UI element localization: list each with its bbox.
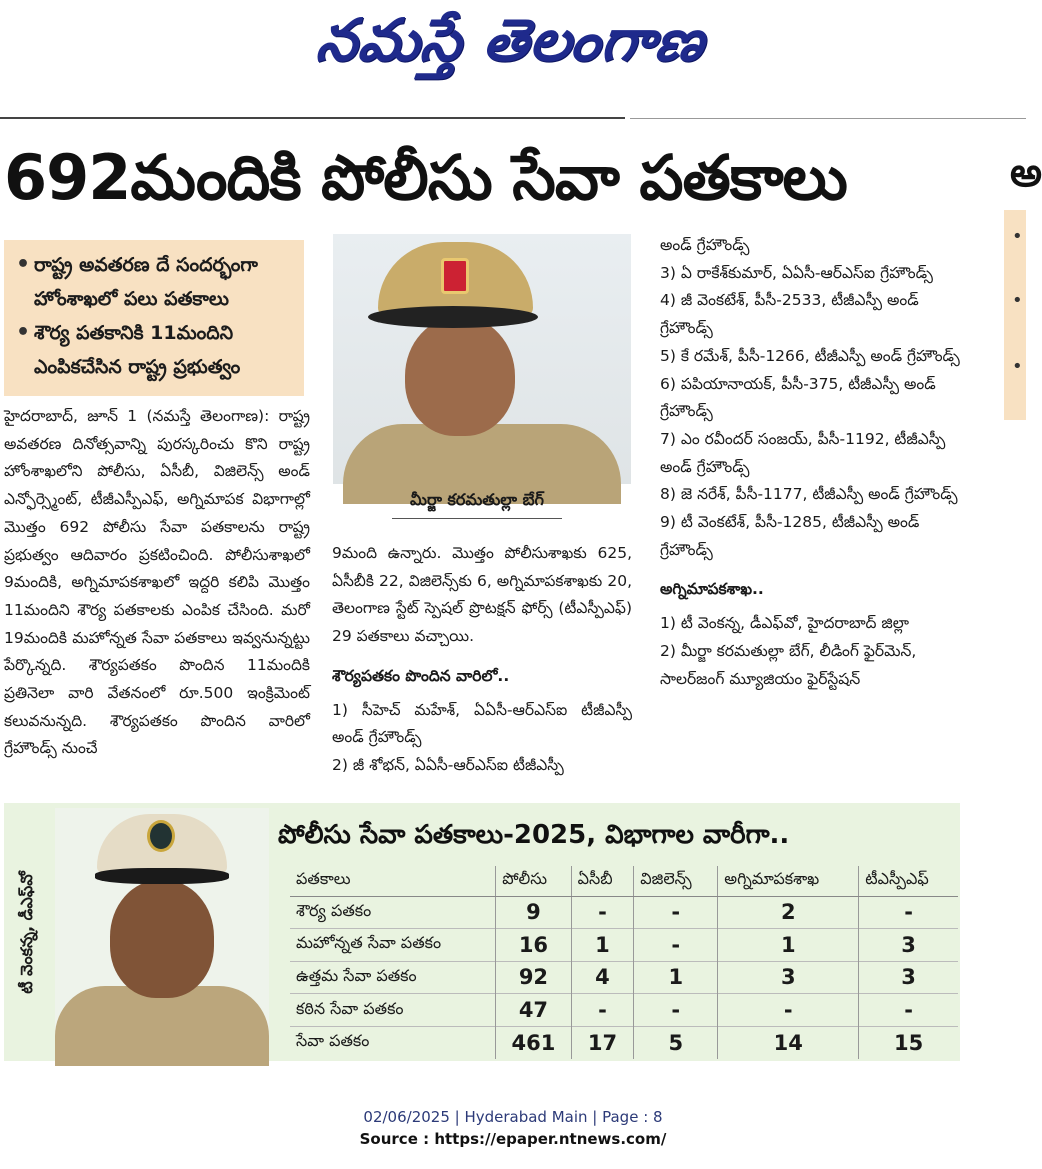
table-cell: -	[634, 896, 718, 929]
table-row	[290, 994, 958, 1027]
source-link[interactable]: Source : https://epaper.ntnews.com/	[359, 1130, 667, 1148]
table-cell: 5	[634, 1026, 718, 1059]
recipient-item: 6) పపియానాయక్, పీసీ-375, టీజీఎస్పీ అండ్ గ్రేహౌండ్స్	[660, 374, 936, 421]
column-header: విజిలెన్స్	[634, 866, 718, 896]
table-cell: 17	[571, 1026, 634, 1059]
medals-table	[290, 866, 958, 1059]
medal-name: సేవా పతకం	[290, 1026, 496, 1059]
highlight-item: • శౌర్య పతకానికి 11మందిని ఎంపికచేసిన రాష్ట్ర ప్రభుత్వం	[16, 316, 296, 384]
table-cell: -	[634, 929, 718, 962]
table-cell: 1	[718, 929, 859, 962]
article-headline: 692మందికి పోలీసు సేవా పతకాలు	[4, 141, 847, 214]
table-row	[290, 896, 958, 929]
table-header-row	[290, 866, 958, 896]
table-cell: 15	[859, 1026, 958, 1059]
highlights-box	[4, 240, 304, 396]
recipient-item: 2) జీ శోభన్, ఏఏసీ-ఆర్ఎస్ఐ టీజీఎస్పీ	[332, 755, 564, 774]
table-cell: 92	[496, 961, 571, 994]
table-cell: -	[718, 994, 859, 1027]
table-row	[290, 961, 958, 994]
edition-info: 02/06/2025 | Hyderabad Main | Page : 8	[363, 1108, 663, 1126]
bullet-icon: •	[1012, 356, 1023, 377]
officer-photo	[333, 234, 631, 484]
newspaper-logo: నమస్తే తెలంగాణ	[313, 6, 709, 74]
table-cell: 461	[496, 1026, 571, 1059]
recipient-item: అండ్ గ్రేహౌండ్స్	[660, 236, 750, 254]
table-cell: 14	[718, 1026, 859, 1059]
recipient-item: 1) టీ వెంకన్న, డీఎఫ్‌వో, హైదరాబాద్ జిల్లా	[660, 614, 909, 633]
article-column-1: హైదరాబాద్, జూన్ 1 (నమస్తే తెలంగాణ): రాష్ట్ర అవతరణ దినోత్సవాన్ని పురస్కరించు కొని రాష్ట్ర హోంశాఖలోని పోలీసు, ఏసీబీ, విజిలెన్స్ అండ్ ఎన్ఫోర్స్మెంట్, టీజీఎస్పీఎఫ్, అగ్నిమాపక విభాగాల్లో మొత్తం 692 పోలీసు సేవా పతకాలను రాష్ట్ర ప్రభుత్వం ఆదివారం ప్రకటించింది. పోలీసుశాఖలో 9మందికి, అగ్నిమాపకశాఖలో ఇద్దరి కలిపి మొత్తం 11మందిని శౌర్య పతకాలకు ఎంపిక చేసింది. మరో 19మందికి మహోన్నత సేవా పతకాలు ఇవ్వనున్నట్టు పేర్కొన్నది. శౌర్యపతకం పొందిన 11మందికి ప్రతినెలా వారి వేతనంలో రూ.500 ఇంక్రిమెంట్ కలువనున్నది. శౌర్యపతకం పొందిన వారిలో గ్రేహౌండ్స్ నుంచే	[4, 407, 310, 758]
recipient-item: 2) మీర్జా కరమతుల్లా బేగ్, లీడింగ్ ఫైర్‌మెన్, సాలర్‌జంగ్ మ్యూజియం ఫైర్‌స్టేషన్	[660, 641, 917, 688]
table-cell: -	[571, 994, 634, 1027]
table-cell: 9	[496, 896, 571, 929]
column-header: టీఎస్పీఎఫ్	[859, 866, 958, 896]
bullet-icon: •	[1012, 226, 1023, 247]
recipient-item: 5) కే రమేశ్, పీసీ-1266, టీజీఎస్పీ అండ్ గ్రేహౌండ్స్	[660, 346, 960, 365]
recipient-item: 8) జె నరేశ్, పీసీ-1177, టీజీఎస్పీ అండ్ గ్రేహౌండ్స్	[660, 485, 958, 504]
article-column-3	[660, 232, 960, 693]
table-cell: 3	[859, 929, 958, 962]
table-cell: 3	[859, 961, 958, 994]
masthead	[0, 0, 1026, 110]
masthead-divider-right	[630, 118, 1026, 119]
table-cell: 1	[571, 929, 634, 962]
photo-caption-vertical: టీ వెంకన్న, డీఎఫ్‌వో	[16, 870, 36, 994]
medal-name: శౌర్య పతకం	[290, 896, 496, 929]
photo-caption: మీర్జా కరమతుల్లా బేగ్	[392, 490, 562, 519]
medal-name: ఉత్తమ సేవా పతకం	[290, 961, 496, 994]
column-header: ఏసీబీ	[571, 866, 634, 896]
masthead-divider	[0, 117, 625, 119]
gallantry-subhead: శౌర్యపతకం పొందిన వారిలో..	[332, 666, 510, 685]
recipient-item: 1) సీహెచ్ మహేశ్, ఏఏసీ-ఆర్ఎస్ఐ టీజీఎస్పీ అండ్ గ్రేహౌండ్స్	[332, 700, 632, 747]
column-header: అగ్నిమాపకశాఖ	[718, 866, 859, 896]
table-row	[290, 929, 958, 962]
adjacent-article-headline-fragment: అ	[1010, 150, 1042, 196]
recipient-item: 4) జీ వెంకటేశ్, పీసీ-2533, టీజీఎస్పీ అండ్ గ్రేహౌండ్స్	[660, 291, 919, 338]
table-cell: 4	[571, 961, 634, 994]
recipient-item: 7) ఎం రవీందర్ సంజయ్, పీసీ-1192, టీజీఎస్పీ అండ్ గ్రేహౌండ్స్	[660, 429, 946, 476]
fire-officer-photo	[55, 808, 269, 1056]
table-cell: 16	[496, 929, 571, 962]
column-header: పోలీసు	[496, 866, 571, 896]
table-cell: -	[634, 994, 718, 1027]
table-cell: 3	[718, 961, 859, 994]
article-column-2	[332, 540, 632, 780]
fire-dept-subhead: అగ్నిమాపకశాఖ..	[660, 580, 764, 599]
table-title: పోలీసు సేవా పతకాలు-2025, విభాగాల వారీగా..	[278, 820, 790, 850]
recipient-item: 9) టీ వెంకటేశ్, పీసీ-1285, టీజీఎస్పీ అండ్ గ్రేహౌండ్స్	[660, 513, 920, 559]
column-header: పతకాలు	[290, 866, 496, 896]
column-2-text: 9మంది ఉన్నారు. మొత్తం పోలీసుశాఖకు 625, ఏసీబీకి 22, విజిలెన్స్‌కు 6, అగ్నిమాపకశాఖకు 20, తెలంగాణ స్టేట్ స్పెషల్ ప్రొటక్షన్ ఫోర్స్ (టీఎస్పీఎఫ్) 29 పతకాలు వచ్చాయి.	[332, 544, 632, 646]
recipient-item: 3) ఏ రాకేశ్‌కుమార్, ఏఏసీ-ఆర్ఎస్ఐ గ్రేహౌండ్స్	[660, 263, 933, 282]
highlight-item: • రాష్ట్ర అవతరణ దే సందర్భంగా హోంశాఖలో పలు పతకాలు	[16, 248, 296, 316]
table-cell: -	[859, 896, 958, 929]
medal-name: మహోన్నత సేవా పతకం	[290, 929, 496, 962]
table-cell: 1	[634, 961, 718, 994]
table-cell: -	[859, 994, 958, 1027]
page-footer	[0, 1106, 1026, 1150]
medal-name: కఠిన సేవా పతకం	[290, 994, 496, 1027]
table-row	[290, 1026, 958, 1059]
table-cell: 2	[718, 896, 859, 929]
bullet-icon: •	[1012, 290, 1023, 311]
table-cell: 47	[496, 994, 571, 1027]
table-cell: -	[571, 896, 634, 929]
